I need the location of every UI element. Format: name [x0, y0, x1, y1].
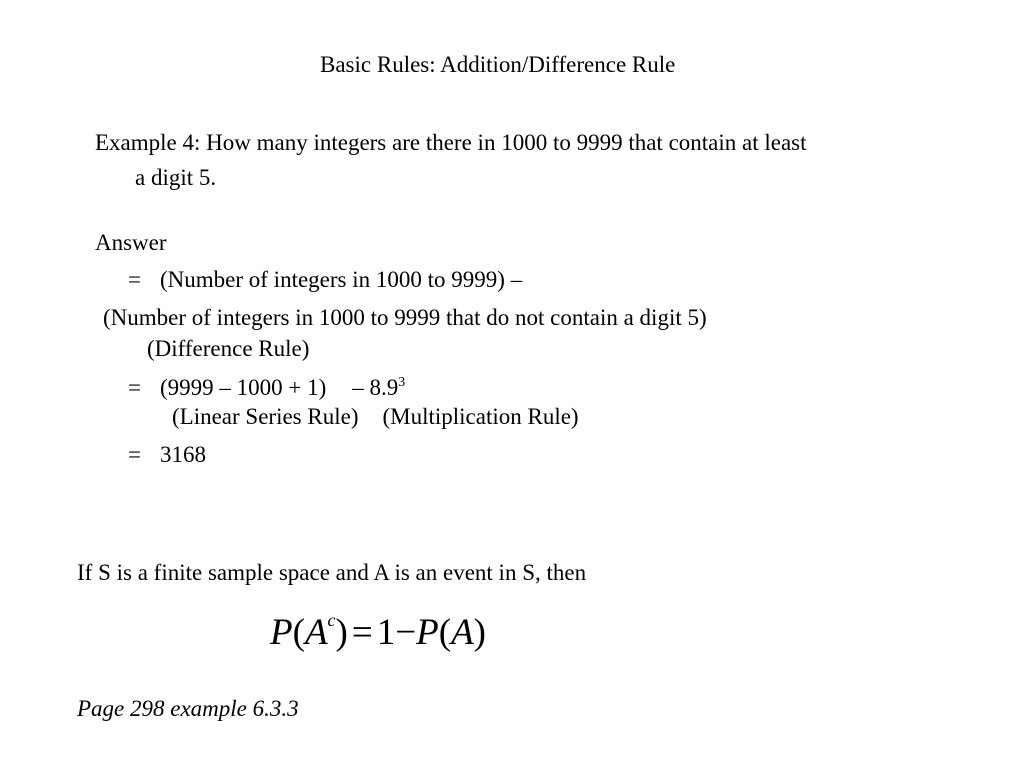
formula-minus: −	[395, 612, 417, 653]
step-3-linear-term: (9999 – 1000 + 1)	[160, 375, 327, 400]
formula-complement-superscript: c	[327, 610, 336, 630]
page-reference: Page 298 example 6.3.3	[77, 696, 299, 721]
formula-paren: )	[335, 612, 348, 653]
example-question-line1: Example 4: How many integers are there in 1000 to 9999 that contain at least	[95, 130, 807, 155]
formula-p: P	[270, 612, 293, 653]
formula-a: A	[451, 612, 474, 653]
multiplication-rule-note: (Multiplication Rule)	[382, 404, 579, 429]
rule-notes	[172, 404, 579, 430]
formula-equals: =	[351, 612, 373, 653]
answer-result: 3168	[160, 442, 206, 467]
example-question-line2: a digit 5.	[135, 165, 217, 190]
step-3-exponent: 3	[398, 375, 406, 390]
step-1-text: (Number of integers in 1000 to 9999) –	[160, 267, 523, 292]
answer-heading: Answer	[95, 230, 167, 255]
formula-one: 1	[376, 612, 396, 653]
slide-title: Basic Rules: Addition/Difference Rule	[320, 52, 676, 77]
equals-sign: =	[128, 375, 141, 400]
answer-step-3	[128, 375, 405, 401]
formula-a: A	[304, 612, 328, 653]
step-3-power-term: – 8.9	[352, 375, 399, 400]
formula-paren: (	[292, 612, 305, 653]
equals-sign: =	[128, 267, 141, 292]
answer-step-2: (Number of integers in 1000 to 9999 that do not contain a digit 5)	[103, 305, 707, 330]
formula-paren: )	[473, 612, 486, 653]
complement-formula	[270, 612, 486, 655]
answer-step-1	[128, 267, 522, 293]
answer-step-4	[128, 442, 206, 468]
formula-paren: (	[438, 612, 452, 653]
equals-sign: =	[128, 442, 141, 467]
complement-statement: If S is a finite sample space and A is an event in S, then	[77, 560, 587, 585]
linear-series-rule-note: (Linear Series Rule)	[172, 404, 359, 429]
formula-p: P	[416, 612, 439, 653]
difference-rule-note: (Difference Rule)	[147, 336, 310, 361]
